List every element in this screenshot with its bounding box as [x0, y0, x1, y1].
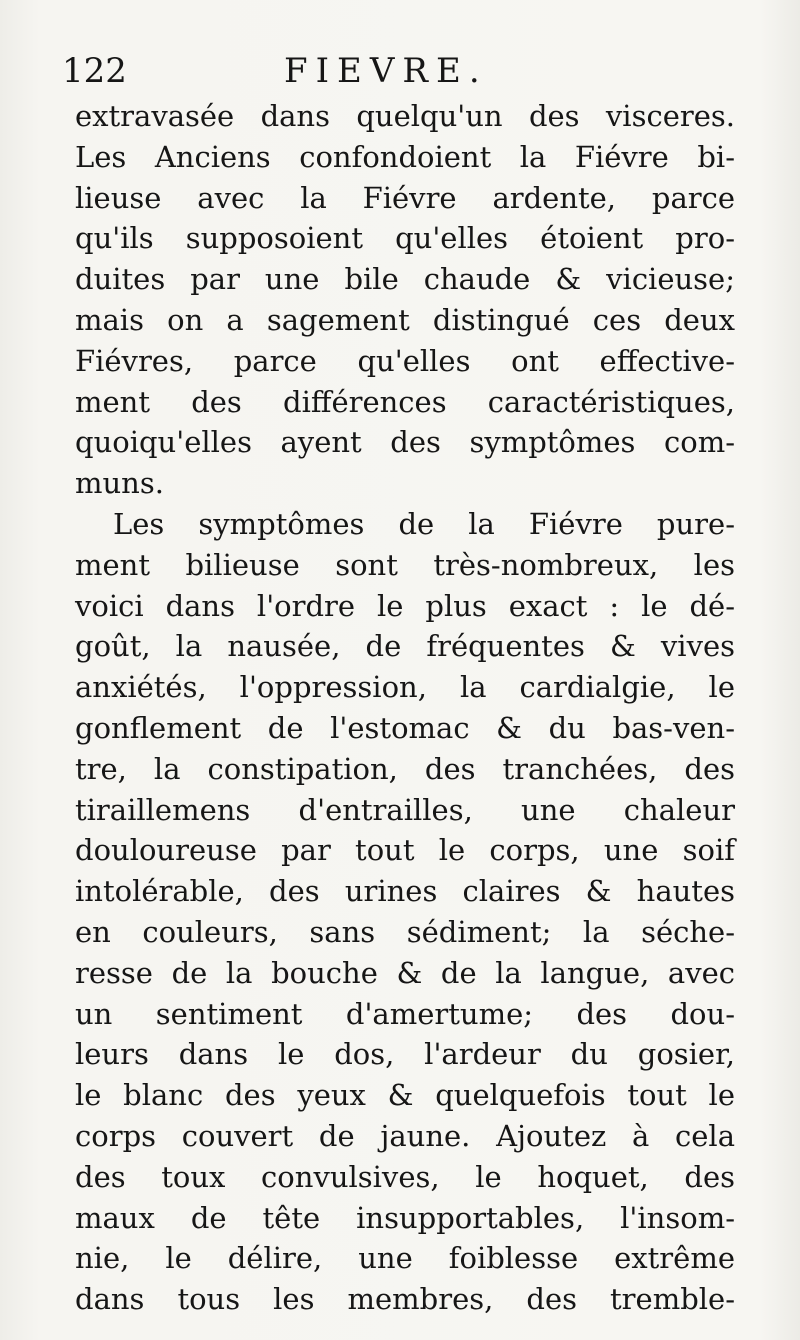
text-line: voici dans l'ordre le plus exact : le dé- [75, 588, 735, 623]
text-line: tiraillemens d'entrailles, une chaleur [75, 792, 735, 827]
text-line: Les Anciens confondoient la Fiévre bi- [75, 139, 735, 174]
text-line: quoiqu'elles ayent des symptômes com- [75, 425, 735, 460]
text-line: duites par une bile chaude & vicieuse; [75, 262, 735, 297]
text-line: le blanc des yeux & quelquefois tout le [75, 1078, 735, 1113]
text-line: Les symptômes de la Fiévre pure- [113, 506, 735, 541]
text-line: qu'ils supposoient qu'elles étoient pro- [75, 221, 735, 256]
text-line: lieuse avec la Fiévre ardente, parce [75, 180, 735, 215]
text-line: ment bilieuse sont très-nombreux, les [75, 547, 735, 582]
text-line: extravasée dans quelqu'un des visceres. [75, 99, 735, 133]
text-line: nie, le délire, une foiblesse extrême [75, 1241, 735, 1276]
text-line: goût, la nausée, de fréquentes & vives [75, 629, 735, 664]
text-line: un sentiment d'amertume; des dou- [75, 996, 735, 1031]
text-line: ment des différences caractéristiques, [75, 384, 735, 419]
text-line: muns. [75, 466, 164, 501]
text-line: corps couvert de jaune. Ajoutez à cela [75, 1118, 735, 1153]
text-line: tre, la constipation, des tranchées, des [75, 751, 735, 786]
page-header [60, 46, 740, 96]
page-number: 122 [62, 51, 127, 91]
text-line: resse de la bouche & de la langue, avec [75, 955, 735, 990]
text-line: mais on a sagement distingué ces deux [75, 302, 735, 337]
text-line: intolérable, des urines claires & hautes [75, 874, 735, 909]
text-line: Fiévres, parce qu'elles ont effective- [75, 343, 735, 378]
text-line: en couleurs, sans sédiment; la séche- [75, 914, 735, 949]
text-line: maux de tête insupportables, l'insom- [75, 1200, 735, 1235]
body-text [75, 96, 735, 1320]
text-line: leurs dans le dos, l'ardeur du gosier, [75, 1037, 735, 1072]
text-line: gonflement de l'estomac & du bas-ven- [75, 710, 735, 745]
text-line: douloureuse par tout le corps, une soif [75, 833, 735, 868]
running-title: FIEVRE. [284, 51, 488, 91]
text-line: dans tous les membres, des tremble- [75, 1282, 735, 1317]
text-line: des toux convulsives, le hoquet, des [75, 1159, 735, 1194]
text-line: anxiétés, l'oppression, la cardialgie, le [75, 670, 735, 705]
